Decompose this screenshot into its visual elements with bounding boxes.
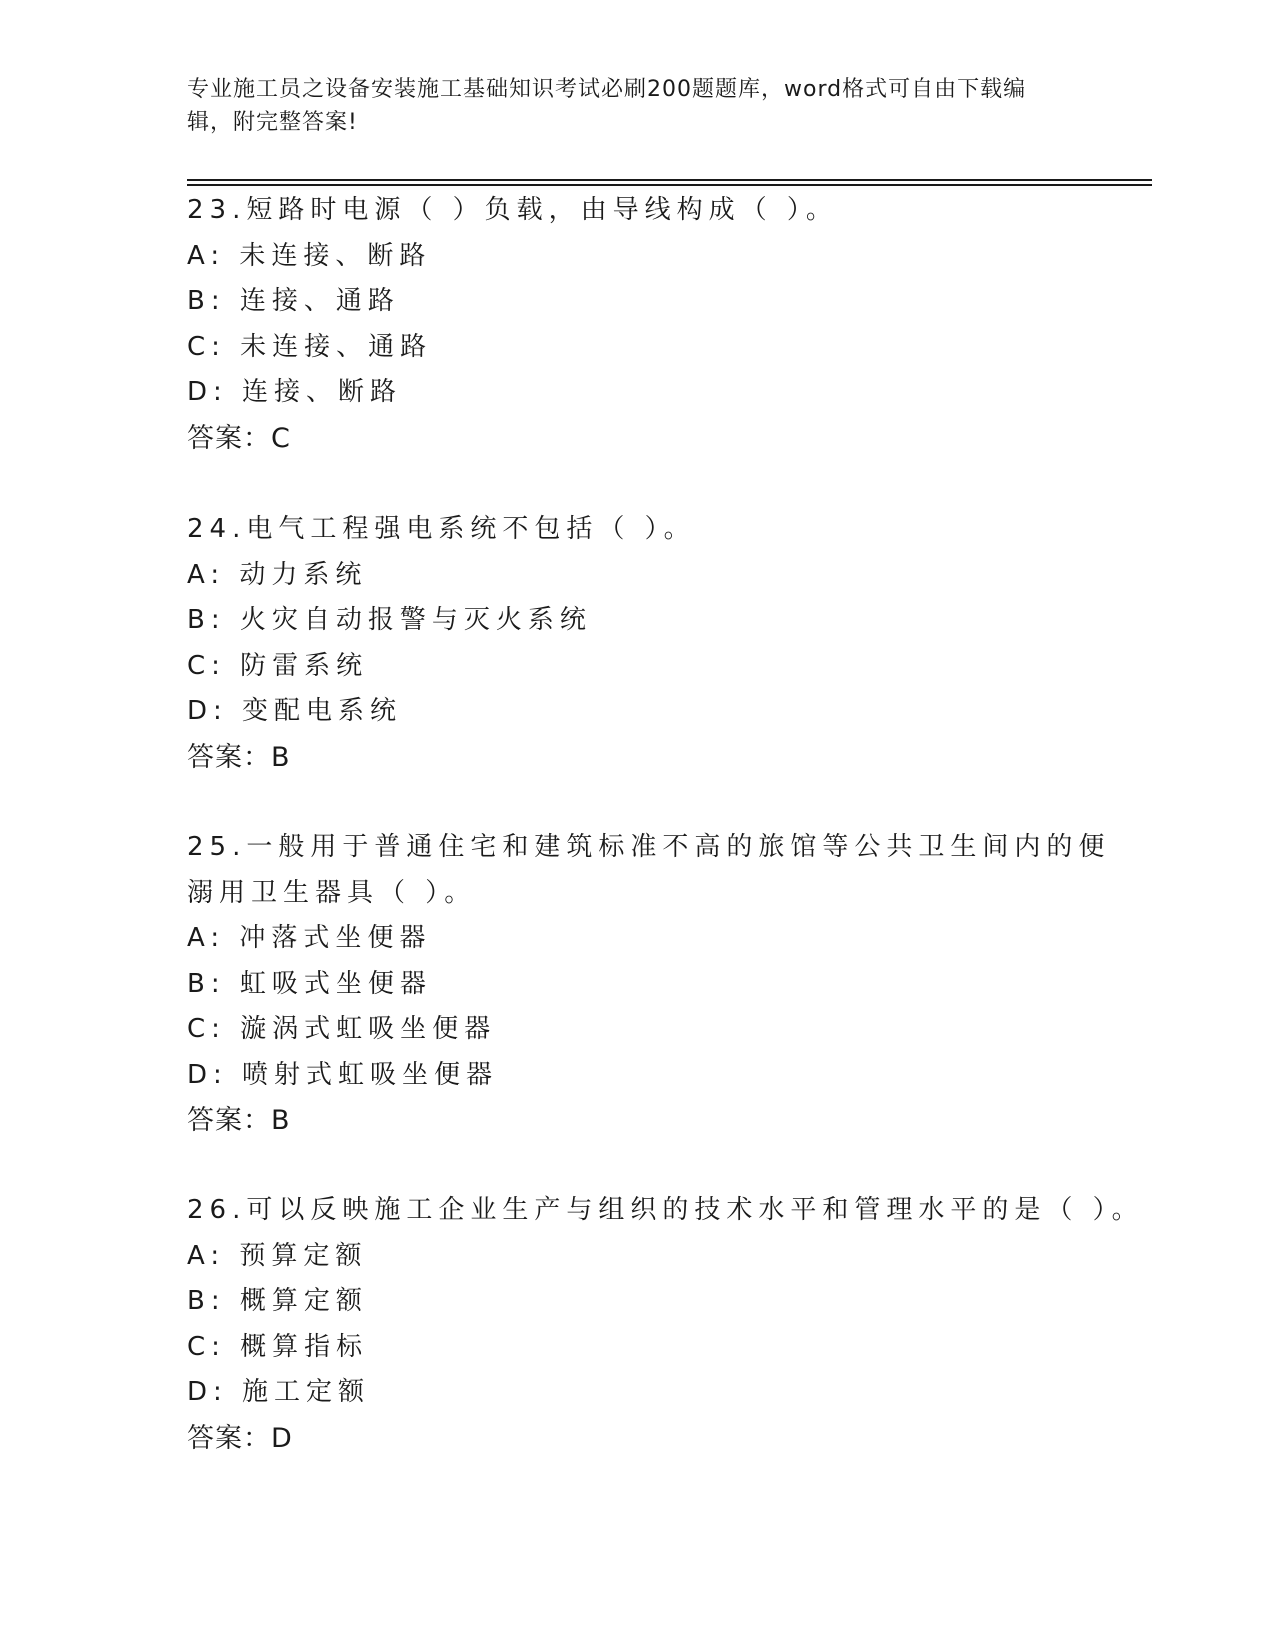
option-b: B: 火灾自动报警与灭火系统 <box>187 605 592 635</box>
answer: 答案：B <box>187 741 291 773</box>
option-d: D: 喷射式虹吸坐便器 <box>187 1059 499 1090</box>
option-a: A: 未连接、断路 <box>187 240 432 271</box>
question-25 <box>187 825 1117 1144</box>
option-b: B: 概算定额 <box>187 1286 368 1316</box>
answer: 答案：D <box>187 1422 293 1454</box>
option-a: A: 预算定额 <box>187 1240 368 1271</box>
option-c: C: 未连接、通路 <box>187 331 433 362</box>
option-c: C: 漩涡式虹吸坐便器 <box>187 1014 497 1044</box>
option-b: B: 虹吸式坐便器 <box>187 968 432 999</box>
answer: 答案：C <box>187 422 291 454</box>
question-stem: 24.电气工程强电系统不包括（ ）。 <box>187 514 696 544</box>
question-26 <box>187 1188 1144 1461</box>
header-rule-top <box>187 179 1152 181</box>
option-a: A: 动力系统 <box>187 559 368 590</box>
option-d: D: 连接、断路 <box>187 377 403 407</box>
option-d: D: 施工定额 <box>187 1377 371 1407</box>
question-stem: 26.可以反映施工企业生产与组织的技术水平和管理水平的是（ ）。 <box>187 1195 1144 1225</box>
question-23 <box>187 188 1117 461</box>
option-c: C: 概算指标 <box>187 1331 369 1362</box>
header-rule-bottom <box>187 184 1152 186</box>
question-stem: 23.短路时电源（ ）负载，由导线构成（ ）。 <box>187 195 838 225</box>
question-stem: 25.一般用于普通住宅和建筑标准不高的旅馆等公共卫生间内的便溺用卫生器具（ ）。 <box>187 832 1111 908</box>
option-a: A: 冲落式坐便器 <box>187 923 432 953</box>
option-d: D: 变配电系统 <box>187 696 403 726</box>
question-24 <box>187 507 1117 780</box>
answer: 答案：B <box>187 1105 291 1136</box>
option-c: C: 防雷系统 <box>187 650 369 681</box>
document-header: 专业施工员之设备安装施工基础知识考试必刷200题题库，word格式可自由下载编辑，附完整答案! <box>187 77 1027 135</box>
option-b: B: 连接、通路 <box>187 286 400 316</box>
